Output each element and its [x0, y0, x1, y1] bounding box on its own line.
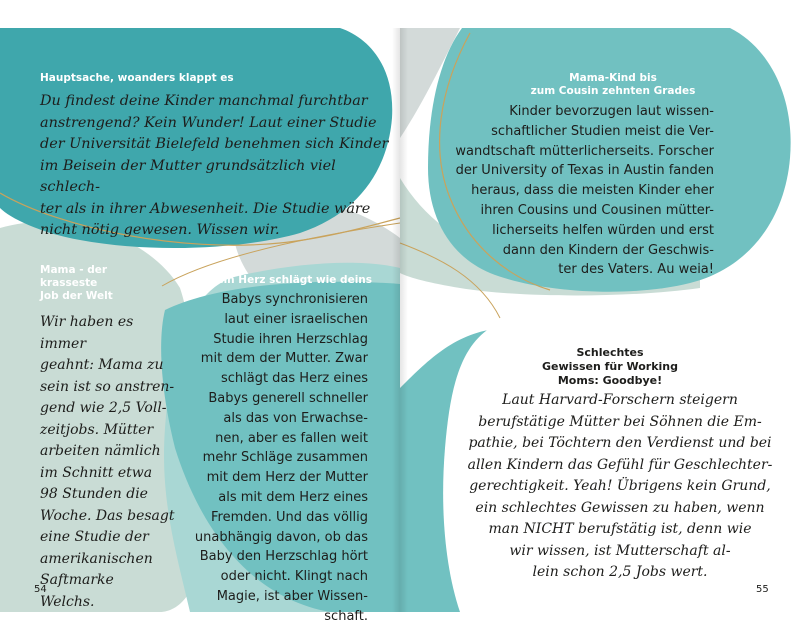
text-line: Kinder bevorzugen laut wissen-	[509, 104, 714, 119]
text-line: dann den Kindern der Geschwis-	[502, 242, 714, 258]
right-page	[400, 28, 800, 612]
text-line: als das von Erwachse-	[223, 410, 368, 426]
text-line: Du findest deine Kinder manchmal furchtbar	[40, 93, 368, 109]
text-line: sein ist so anstren-	[40, 378, 175, 395]
text-line: anstrengend? Kein Wunder! Laut einer Studie	[40, 114, 377, 131]
heading-mama-kind	[468, 72, 758, 98]
text-line: Welchs.	[40, 593, 95, 610]
page-number-right: 55	[756, 584, 769, 595]
heading-line: Job der Welt	[40, 290, 113, 302]
text-line: ter als in ihrer Abwesenheit. Die Studie wäre	[40, 200, 371, 217]
text-line: heraus, dass die meisten Kinder eher	[471, 183, 714, 199]
text-line: Woche. Das besagt	[40, 507, 175, 524]
text-line: Baby den Herzschlag hört	[199, 549, 368, 565]
text-line: im Beisein der Mutter grundsätzlich viel schlech-	[40, 157, 336, 195]
text-line: mit dem Herz der Mutter	[206, 470, 368, 486]
text-line: amerikanischen	[40, 550, 153, 567]
text-line: schaftlicher Studien meist die Ver-	[491, 123, 714, 139]
text-line: Fremden. Und das völlig	[210, 509, 368, 525]
text-line: pathie, bei Töchtern den Verdienst und bei	[468, 435, 772, 451]
text-line: eine Studie der	[40, 529, 149, 545]
text-line: laut einer israelischen	[224, 311, 368, 327]
heading-line: Gewissen für Working	[541, 360, 679, 373]
text-line: unabhängig davon, ob das	[194, 529, 368, 545]
text-line: allen Kindern das Gefühl für Geschlechter-	[467, 456, 773, 473]
text-line: licherseits helfen würden und erst	[492, 222, 714, 238]
text-line: wandtschaft mütterlicherseits. Forscher	[455, 143, 714, 159]
text-line: arbeiten nämlich	[40, 443, 161, 459]
text-line: ein schlechtes Gewissen zu haben, wenn	[475, 499, 765, 516]
text-line: mehr Schläge zusammen	[202, 450, 368, 466]
heading-schlechtes-gewissen	[470, 346, 750, 388]
text-mama-kind	[434, 102, 714, 280]
heading-line: Mama-Kind bis	[569, 72, 657, 84]
text-line: schaft.	[324, 608, 368, 624]
text-line: im Schnitt etwa	[40, 464, 153, 481]
text-line: geahnt: Mama zu	[40, 357, 164, 373]
heading-mama-job	[40, 264, 113, 303]
text-line: zeitjobs. Mütter	[40, 421, 154, 438]
text-line: Studie ihren Herzschlag	[213, 331, 368, 347]
heading-line: zum Cousin zehnten Grades	[530, 85, 696, 97]
book-spread	[0, 28, 800, 624]
text-line: der Universität Bielefeld benehmen sich Kinder	[40, 136, 389, 152]
text-line: oder nicht. Klingt nach	[220, 569, 368, 585]
text-line: Laut Harvard-Forschern steigern	[502, 392, 738, 408]
text-line: ter des Vaters. Au weia!	[558, 262, 714, 278]
text-line: der University of Texas in Austin fanden	[455, 163, 714, 179]
text-line: Babys synchronisieren	[221, 292, 368, 307]
text-line: nicht nötig gewesen. Wissen wir.	[40, 222, 280, 238]
text-line: Magie, ist aber Wissen-	[216, 588, 368, 604]
text-line: wir wissen, ist Mutterschaft al-	[509, 542, 731, 559]
text-line: gerechtigkeit. Yeah! Übrigens kein Grund,	[469, 478, 771, 494]
heading-line: Moms: Goodbye!	[557, 374, 663, 387]
text-line: 98 Stunden die	[40, 486, 148, 502]
heading-line: Schlechtes	[576, 346, 644, 359]
text-hauptsache	[40, 91, 390, 242]
text-line: nen, aber es fallen weit	[215, 430, 368, 446]
book-gutter	[392, 28, 408, 612]
text-herz	[186, 290, 368, 627]
heading-line: Mama - der	[40, 264, 108, 276]
text-line: gend wie 2,5 Voll-	[40, 400, 167, 416]
text-line: schlägt das Herz eines	[220, 371, 368, 387]
heading-herz: Mein Herz schlägt wie deins	[206, 274, 373, 286]
heading-hauptsache: Hauptsache, woanders klappt es	[40, 72, 234, 84]
heading-line: krasseste	[40, 277, 98, 289]
text-line: als mit dem Herz eines	[218, 489, 368, 505]
text-line: mit dem der Mutter. Zwar	[200, 351, 368, 367]
text-line: Saftmarke	[40, 572, 114, 588]
text-line: Babys generell schneller	[208, 390, 368, 406]
text-line: berufstätige Mütter bei Söhnen die Em-	[478, 413, 762, 430]
text-mama-job	[40, 312, 180, 613]
left-page	[0, 28, 400, 624]
text-line: ihren Cousins und Cousinen mütter-	[480, 202, 714, 218]
text-schlechtes-gewissen	[462, 390, 778, 584]
text-line: Wir haben es immer	[40, 314, 134, 352]
text-line: lein schon 2,5 Jobs wert.	[532, 564, 708, 580]
page-number-left: 54	[34, 584, 47, 595]
text-line: man NICHT berufstätig ist, denn wie	[488, 521, 752, 537]
